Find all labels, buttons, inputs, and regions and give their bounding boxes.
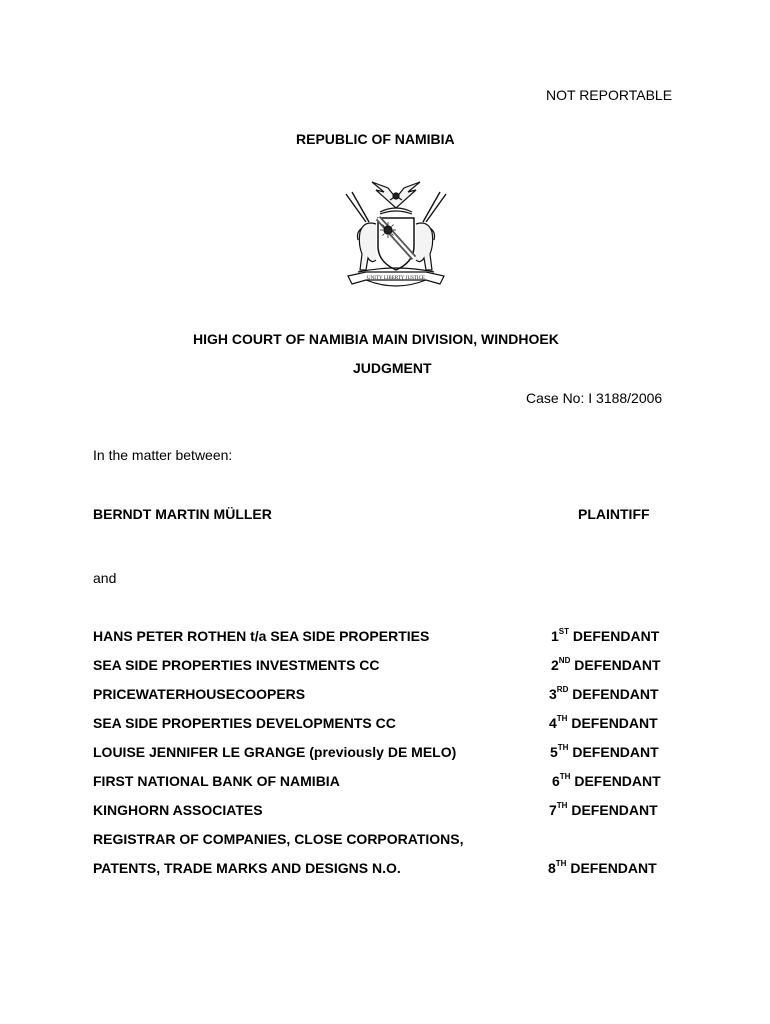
defendant-name: SEA SIDE PROPERTIES INVESTMENTS CC (93, 657, 380, 673)
case-number: Case No: I 3188/2006 (526, 390, 663, 406)
defendant-name: FIRST NATIONAL BANK OF NAMIBIA (93, 773, 340, 789)
defendant-role: 4TH DEFENDANT (549, 714, 658, 731)
republic-heading: REPUBLIC OF NAMIBIA (296, 131, 455, 147)
defendant-role: 7TH DEFENDANT (549, 801, 658, 818)
and-connector: and (93, 570, 117, 586)
reportable-label: NOT REPORTABLE (546, 87, 673, 103)
defendant-role: 3RD DEFENDANT (549, 685, 659, 702)
defendant-role: 2ND DEFENDANT (551, 656, 661, 673)
defendant-name: REGISTRAR OF COMPANIES, CLOSE CORPORATIONS, (93, 831, 464, 847)
defendant-name: LOUISE JENNIFER LE GRANGE (previously DE MELO) (93, 744, 457, 760)
plaintiff-role: PLAINTIFF (578, 506, 650, 522)
defendant-name: HANS PETER ROTHEN t/a SEA SIDE PROPERTIES (93, 628, 430, 644)
defendant-role: 8TH DEFENDANT (548, 859, 657, 876)
matter-intro: In the matter between: (93, 447, 233, 463)
defendant-name: PATENTS, TRADE MARKS AND DESIGNS N.O. (93, 860, 401, 876)
defendant-role: 1ST DEFENDANT (551, 627, 660, 644)
defendant-name: SEA SIDE PROPERTIES DEVELOPMENTS CC (93, 715, 396, 731)
defendant-name: KINGHORN ASSOCIATES (93, 802, 263, 818)
judgment-heading: JUDGMENT (353, 360, 432, 376)
plaintiff-name: BERNDT MARTIN MÜLLER (93, 506, 272, 522)
namibia-coat-of-arms-icon (336, 180, 456, 298)
defendant-role: 5TH DEFENDANT (550, 743, 659, 760)
court-heading: HIGH COURT OF NAMIBIA MAIN DIVISION, WINDHOEK (193, 331, 559, 347)
svg-text:UNITY LIBERTY JUSTICE: UNITY LIBERTY JUSTICE (367, 276, 425, 281)
defendant-name: PRICEWATERHOUSECOOPERS (93, 686, 306, 702)
defendant-role: 6TH DEFENDANT (552, 772, 661, 789)
